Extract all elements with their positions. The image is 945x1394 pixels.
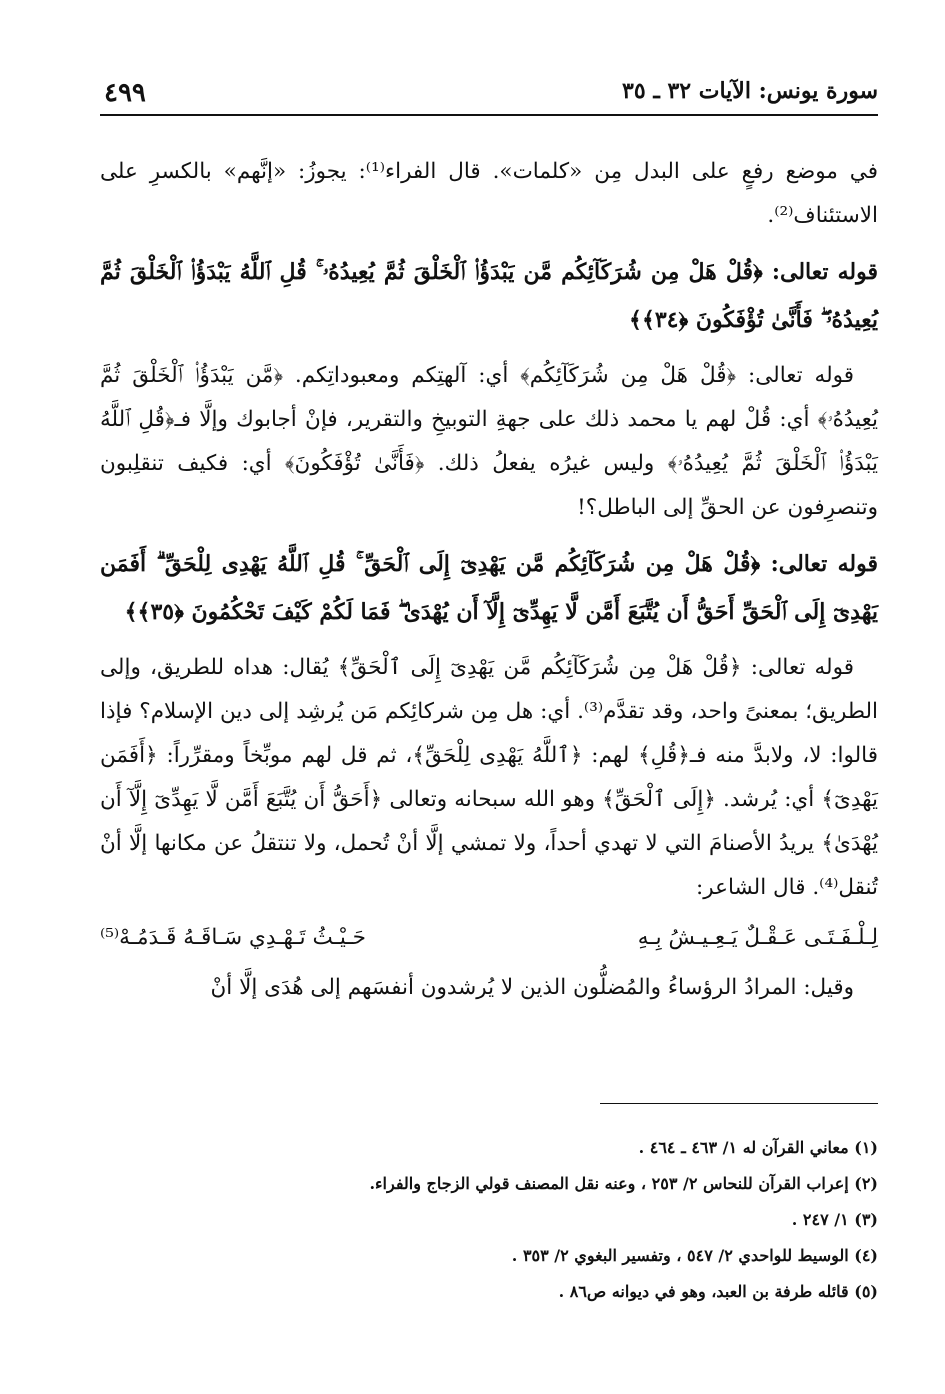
paragraph: قوله تعالى: ﴿قُلْ هَلْ مِن شُرَكَآئِكُم﴾ أي: آلهتِكم ومعبوداتِكم. ﴿مَّن يَبْدَؤُا۟ ٱلْخَلْقَ ثُمَّ يُعِيدُهُۥ﴾ أي: قُلْ لهم يا محمد ذلك على جهةِ التوبيخِ والتقرير، فإنْ أجابوك وإلَّا فـ﴿قُلِ ٱللَّهُ يَبْدَؤُا۟ ٱلْخَلْقَ ثُمَّ يُعِيدُهُۥ﴾ وليس غيرُه يفعلُ ذلك. ﴿فَأَنَّىٰ تُؤْفَكُونَ﴾ أي: فكيف تنقلِبون وتنصرِفون عن الحقِّ إلى الباطل؟! — [100, 363, 878, 520]
paragraph: قوله تعالى: ﴿قُلْ هَلْ مِن شُرَكَآئِكُم مَّن يَهْدِىٓ إِلَى ٱلْحَقِّ﴾ يُقال: هداه للطريق، وإلى الطريق؛ بمعنىً واحد، وقد تقدَّم⁽³⁾. أي: هل مِن شركائِكم مَن يُرشِد إلى دين الإسلام؟ فإذا قالوا: لا، ولابدَّ منه فـ﴿قُلِ﴾ لهم: ﴿ٱللَّهُ يَهْدِى لِلْحَقِّ﴾، ثم قل لهم موبِّخاً ومقرِّراً: ﴿أَفَمَن يَهْدِىٓ﴾ أي: يُرشد. ﴿إِلَى ٱلْحَقِّ﴾ وهو الله سبحانه وتعالى ﴿أَحَقُّ أَن يُتَّبَعَ أَمَّن لَّا يَهِدِّىٓ إِلَّآ أَن يُهْدَىٰ﴾ يريدُ الأصنامَ التي لا تهدي أحداً، ولا تمشي إلَّا أنْ تُحمل، ولا تنتقلُ عن مكانها إلَّا أنْ تُنقل⁽⁴⁾. قال الشاعر: — [100, 655, 878, 900]
main-text — [100, 150, 878, 1016]
quran-verse-heading: قوله تعالى: ﴿قُلْ هَلْ مِن شُرَكَآئِكُم مَّن يَبْدَؤُا۟ ٱلْخَلْقَ ثُمَّ يُعِيدُهُۥ ۚ قُلِ ٱللَّهُ يَبْدَؤُا۟ ٱلْخَلْقَ ثُمَّ يُعِيدُهُۥ ۖ فَأَنَّىٰ تُؤْفَكُونَ ﴿٣٤﴾﴾ — [100, 259, 878, 333]
poetry-first-hemistich: لِـلْـفَـتَـى عَـقْـلٌ يَـعِـيـشُ بِـهِ — [637, 925, 878, 950]
footnote: (١) معاني القرآن له ١/ ٤٦٣ ـ ٤٦٤ . — [638, 1138, 878, 1157]
paragraph: في موضع رفعٍ على البدل مِن «كلمات». قال الفراء⁽¹⁾: يجوزُ: «إنَّهم» بالكسرِ على الاستئناف⁽²⁾. — [100, 159, 878, 228]
footnote: (٥) قائله طرفة بن العبد، وهو في ديوانه ص٨٦ . — [558, 1282, 878, 1301]
running-title: سورة يونس: الآيات ٣٢ ـ ٣٥ — [622, 78, 878, 104]
quran-verse-heading: قوله تعالى: ﴿قُلْ هَلْ مِن شُرَكَآئِكُم مَّن يَهْدِىٓ إِلَى ٱلْحَقِّ ۚ قُلِ ٱللَّهُ يَهْدِى لِلْحَقِّ ۗ أَفَمَن يَهْدِىٓ إِلَى ٱلْحَقِّ أَحَقُّ أَن يُتَّبَعَ أَمَّن لَّا يَهِدِّىٓ إِلَّآ أَن يُهْدَىٰ ۖ فَمَا لَكُمْ كَيْفَ تَحْكُمُونَ ﴿٣٥﴾﴾ — [100, 551, 878, 625]
footnote: (٤) الوسيط للواحدي ٢/ ٥٤٧ ، وتفسير البغوي ٢/ ٣٥٣ . — [511, 1246, 878, 1265]
page-header — [100, 72, 878, 116]
footnotes — [100, 1130, 878, 1310]
page-number: ٤٩٩ — [104, 78, 146, 108]
poetry-line — [100, 916, 878, 960]
paragraph: وقيل: المرادُ الرؤساءُ والمُضلُّون الذين لا يُرشدون أنفسَهم إلى هُدَى إلَّا أنْ — [210, 975, 854, 1000]
footnote: (٢) إعراب القرآن للنحاس ٢/ ٢٥٣ ، وعنه نقل المصنف قولي الزجاج والفراء. — [369, 1174, 878, 1193]
footnote-separator — [600, 1103, 878, 1104]
poetry-second-hemistich: حَـيْـثُ تَـهْـدِي سَـاقَـهُ قَـدَمُـهْ⁽⁵⁾ — [100, 925, 366, 950]
footnote: (٣) ١/ ٢٤٧ . — [791, 1210, 878, 1229]
